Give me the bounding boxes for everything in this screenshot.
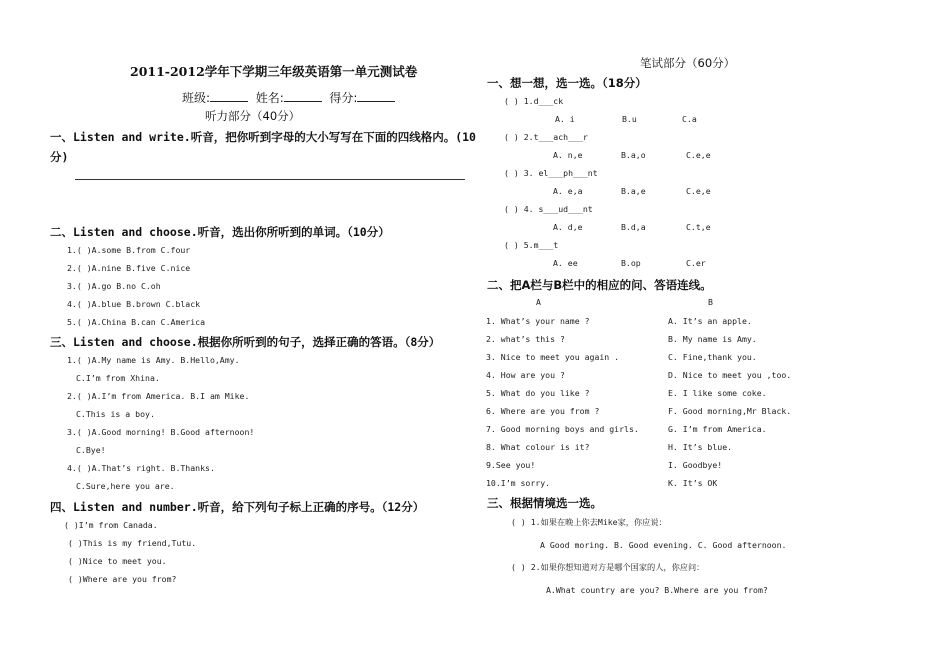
match-b-item: A. It’s an apple. bbox=[668, 316, 752, 326]
p1-option-c: C.e,e bbox=[686, 150, 711, 160]
match-a-item: 10.I’m sorry. bbox=[486, 478, 551, 488]
s3-line: C.Sure,here you are. bbox=[76, 481, 175, 491]
p3-options-1: A Good moring. B. Good evening. C. Good afternoon. bbox=[540, 540, 787, 550]
p1-option-a: A. ee bbox=[553, 258, 578, 268]
p1-question: ( ) 1.d___ck bbox=[504, 96, 564, 106]
part2-title: 二、把A栏与B栏中的相应的问、答语连线。 bbox=[487, 278, 712, 292]
listening-header: 听力部分（40分） bbox=[205, 109, 301, 123]
exam-title: 2011-2012学年下学期三年级英语第一单元测试卷 bbox=[130, 64, 418, 79]
column-a-header: A bbox=[536, 297, 541, 307]
p3-question-1: ( ) 1.如果在晚上你去Mike家，你应说： bbox=[511, 517, 667, 527]
p1-option-c: C.er bbox=[686, 258, 706, 268]
writing-line[interactable] bbox=[75, 179, 465, 180]
p3-question-2: ( ) 2.如果你想知道对方是哪个国家的人，你应问： bbox=[511, 562, 705, 572]
s4-item: ( )Where are you from? bbox=[68, 574, 177, 584]
s3-line: 2.( )A.I’m from America. B.I am Mike. bbox=[67, 391, 250, 401]
p1-question: ( ) 4. s___ud___nt bbox=[504, 204, 593, 214]
s3-line: C.I’m from Xhina. bbox=[76, 373, 160, 383]
p1-option-b: B.d,a bbox=[621, 222, 646, 232]
s4-item: ( )This is my friend,Tutu. bbox=[68, 538, 197, 548]
p1-option-b: B.a,e bbox=[621, 186, 646, 196]
match-a-item: 6. Where are you from ? bbox=[486, 406, 600, 416]
match-a-item: 2. what’s this ? bbox=[486, 334, 565, 344]
match-b-item: I. Goodbye! bbox=[668, 460, 723, 470]
class-label: 班级: bbox=[182, 91, 211, 105]
match-a-item: 8. What colour is it? bbox=[486, 442, 590, 452]
match-b-item: C. Fine,thank you. bbox=[668, 352, 757, 362]
s4-item: ( )Nice to meet you. bbox=[68, 556, 167, 566]
part1-title: 一、想一想，选一选。（18分） bbox=[487, 76, 647, 90]
s2-item: 2.( )A.nine B.five C.nice bbox=[67, 263, 191, 273]
match-a-item: 1. What’s your name ? bbox=[486, 316, 590, 326]
p1-option-b: B.op bbox=[621, 258, 641, 268]
name-blank[interactable] bbox=[284, 91, 322, 102]
s3-line: C.This is a boy. bbox=[76, 409, 155, 419]
match-a-item: 5. What do you like ? bbox=[486, 388, 590, 398]
p1-option-a: A. d,e bbox=[553, 222, 583, 232]
p1-option-c: C.t,e bbox=[686, 222, 711, 232]
s3-line: 4.( )A.That’s right. B.Thanks. bbox=[67, 463, 215, 473]
p1-question: ( ) 2.t___ach___r bbox=[504, 132, 588, 142]
section4-title: 四、Listen and number.听音，给下列句子标上正确的序号。（12分） bbox=[50, 500, 425, 514]
match-a-item: 3. Nice to meet you again . bbox=[486, 352, 620, 362]
p1-option-c: C.e,e bbox=[686, 186, 711, 196]
section1-title-cont: 分) bbox=[50, 150, 69, 164]
s3-line: C.Bye! bbox=[76, 445, 106, 455]
match-b-item: G. I’m from America. bbox=[668, 424, 767, 434]
p3-options-2: A.What country are you? B.Where are you from? bbox=[546, 585, 768, 595]
p1-option-c: C.a bbox=[682, 114, 697, 124]
s2-item: 3.( )A.go B.no C.oh bbox=[67, 281, 161, 291]
class-blank[interactable] bbox=[210, 91, 248, 102]
match-a-item: 7. Good morning boys and girls. bbox=[486, 424, 639, 434]
student-info bbox=[182, 89, 395, 106]
section3-title: 三、Listen and choose.根据你所听到的句子，选择正确的答语。（8分） bbox=[50, 335, 441, 349]
s3-line: 1.( )A.My name is Amy. B.Hello,Amy. bbox=[67, 355, 240, 365]
score-blank[interactable] bbox=[357, 91, 395, 102]
p1-option-a: A. i bbox=[555, 114, 575, 124]
match-b-item: B. My name is Amy. bbox=[668, 334, 757, 344]
match-b-item: K. It’s OK bbox=[668, 478, 718, 488]
p1-question: ( ) 3. el___ph___nt bbox=[504, 168, 598, 178]
part3-title: 三、根据情境选一选。 bbox=[487, 496, 602, 510]
match-b-item: F. Good morning,Mr Black. bbox=[668, 406, 792, 416]
s2-item: 1.( )A.some B.from C.four bbox=[67, 245, 191, 255]
match-b-item: H. It’s blue. bbox=[668, 442, 733, 452]
s4-item: ( )I’m from Canada. bbox=[64, 520, 158, 530]
s2-item: 4.( )A.blue B.brown C.black bbox=[67, 299, 201, 309]
p1-question: ( ) 5.m___t bbox=[504, 240, 559, 250]
p1-option-a: A. e,a bbox=[553, 186, 583, 196]
section2-title: 二、Listen and choose.听音，选出你所听到的单词。（10分） bbox=[50, 225, 390, 239]
p1-option-a: A. n,e bbox=[553, 150, 583, 160]
name-label: 姓名: bbox=[255, 91, 284, 105]
match-b-item: E. I like some coke. bbox=[668, 388, 767, 398]
p1-option-b: B.u bbox=[622, 114, 637, 124]
match-b-item: D. Nice to meet you ,too. bbox=[668, 370, 792, 380]
s2-item: 5.( )A.China B.can C.America bbox=[67, 317, 206, 327]
s3-line: 3.( )A.Good morning! B.Good afternoon! bbox=[67, 427, 255, 437]
match-a-item: 9.See you! bbox=[486, 460, 536, 470]
score-label: 得分: bbox=[329, 91, 358, 105]
match-a-item: 4. How are you ? bbox=[486, 370, 565, 380]
column-b-header: B bbox=[708, 297, 713, 307]
section1-title: 一、Listen and write.听音，把你听到字母的大小写写在下面的四线格内。(10 bbox=[50, 130, 476, 144]
p1-option-b: B.a,o bbox=[621, 150, 646, 160]
written-header: 笔试部分（60分） bbox=[640, 56, 736, 70]
